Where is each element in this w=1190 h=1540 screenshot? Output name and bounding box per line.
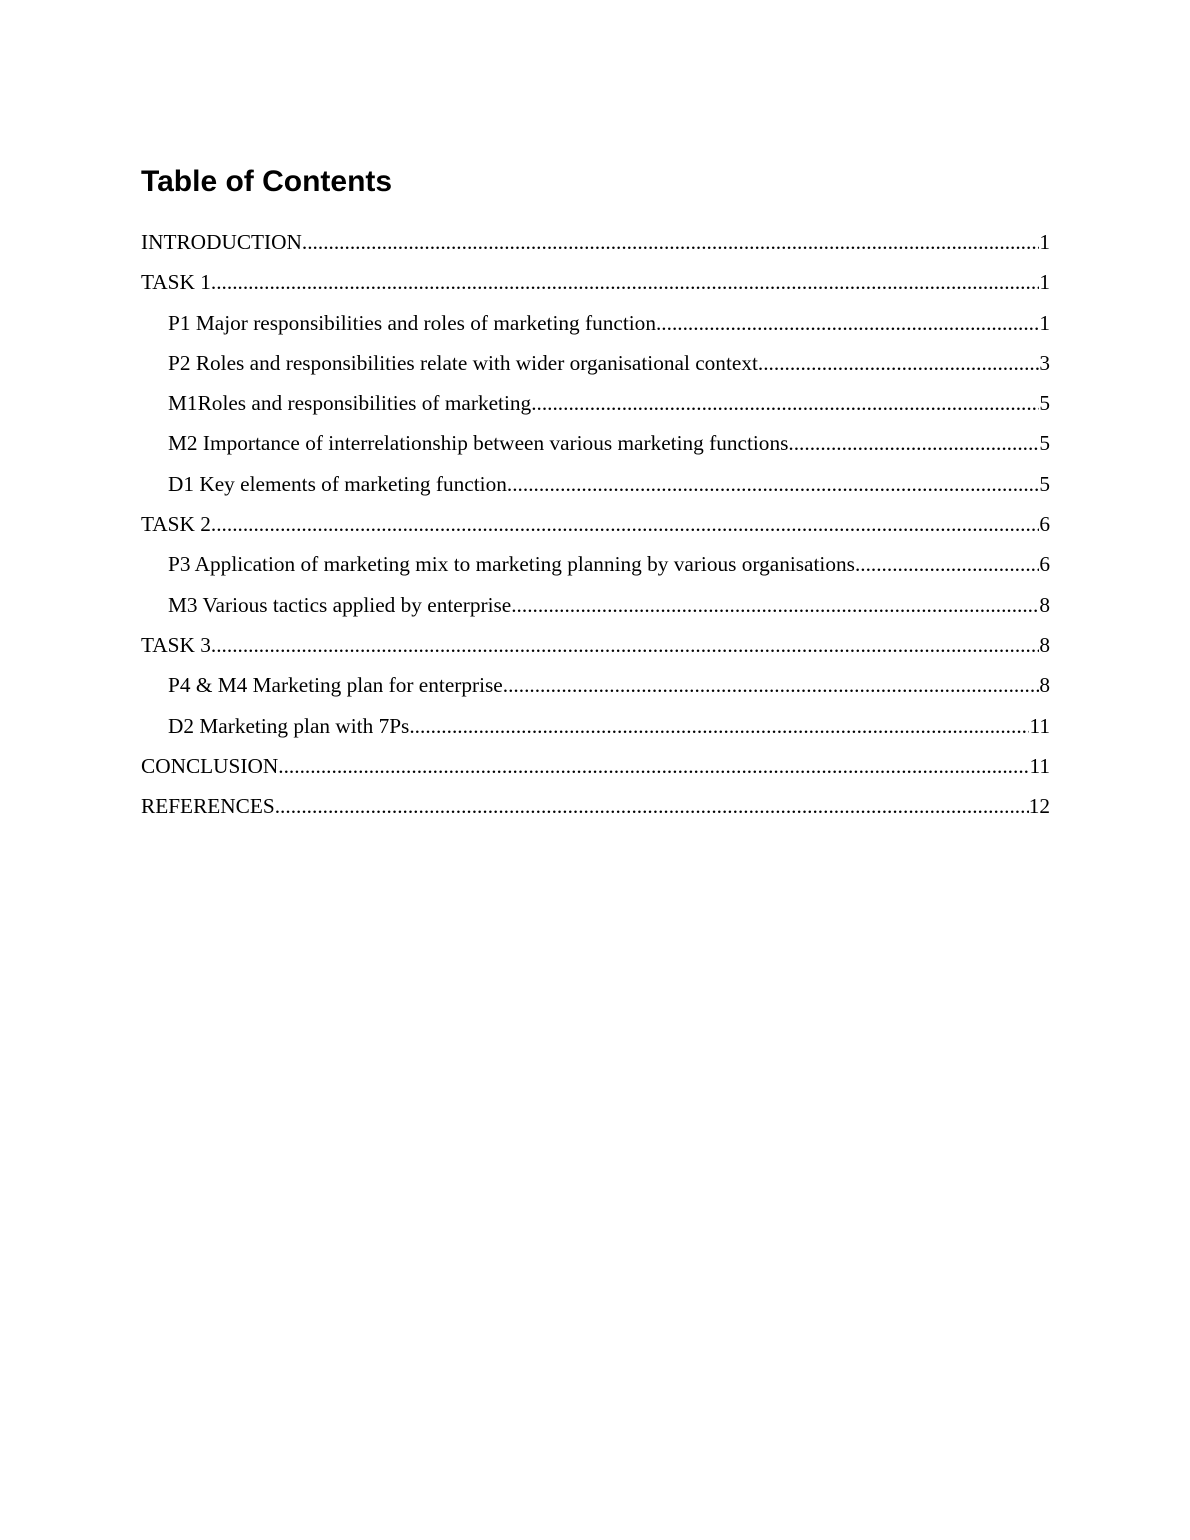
toc-entry-text: M3 Various tactics applied by enterprise — [168, 592, 512, 617]
toc-entry-introduction[interactable] — [141, 222, 1050, 262]
toc-dot-leader — [211, 625, 1039, 665]
toc-dot-leader — [855, 544, 1039, 584]
toc-dot-leader — [531, 383, 1039, 423]
toc-dot-leader — [503, 665, 1040, 705]
toc-entry-text: P3 Application of marketing mix to marketing planning by various organisations — [168, 552, 855, 577]
toc-entry-text: INTRODUCTION — [141, 230, 302, 254]
toc-entry-text: TASK 2 — [141, 512, 211, 537]
toc-entry-text: D2 Marketing plan with 7Ps — [168, 713, 410, 738]
toc-page-number: 5 — [1039, 471, 1050, 496]
toc-entry-text: P2 Roles and responsibilities relate with wider organisational context — [168, 350, 758, 375]
toc-entry-p3[interactable] — [141, 544, 1050, 584]
toc-entry-conclusion[interactable] — [141, 746, 1050, 786]
toc-page-number: 8 — [1039, 673, 1050, 698]
toc-page-number: 12 — [1028, 794, 1050, 819]
toc-entry-text: REFERENCES — [141, 794, 275, 819]
toc-entry-d1[interactable] — [141, 464, 1050, 504]
toc-page-number: 5 — [1039, 431, 1050, 456]
toc-dot-leader — [507, 464, 1039, 504]
toc-dot-leader — [275, 786, 1029, 826]
toc-page-number: 11 — [1029, 753, 1050, 778]
toc-entry-text: D1 Key elements of marketing function — [168, 471, 507, 496]
toc-entry-text: TASK 3 — [141, 632, 211, 657]
toc-page-number: 1 — [1039, 230, 1050, 254]
toc-dot-leader — [302, 222, 1039, 262]
toc-entry-references[interactable] — [141, 786, 1050, 826]
toc-entry-text: P4 & M4 Marketing plan for enterprise — [168, 673, 503, 698]
toc-entry-p2[interactable] — [141, 343, 1050, 383]
toc-entry-text: CONCLUSION — [141, 753, 279, 778]
toc-page-number: 1 — [1039, 310, 1050, 335]
toc-entry-p4-m4[interactable] — [141, 665, 1050, 705]
toc-entry-m1[interactable] — [141, 383, 1050, 423]
toc-list — [141, 222, 1050, 826]
toc-dot-leader — [758, 343, 1039, 383]
toc-entry-m3[interactable] — [141, 585, 1050, 625]
toc-entry-task-3[interactable] — [141, 625, 1050, 665]
toc-entry-text: M2 Importance of interrelationship between various marketing functions — [168, 431, 789, 456]
toc-entry-d2[interactable] — [141, 706, 1050, 746]
toc-page-number: 5 — [1039, 391, 1050, 416]
toc-dot-leader — [511, 585, 1039, 625]
toc-entry-task-1[interactable] — [141, 262, 1050, 302]
toc-page-number: 6 — [1039, 552, 1050, 577]
toc-dot-leader — [278, 746, 1029, 786]
toc-entry-m2[interactable] — [141, 423, 1050, 463]
toc-page-number: 3 — [1039, 350, 1050, 375]
toc-dot-leader — [788, 423, 1039, 463]
toc-entry-task-2[interactable] — [141, 504, 1050, 544]
toc-dot-leader — [409, 706, 1029, 746]
toc-entry-p1[interactable] — [141, 303, 1050, 343]
toc-page-number: 8 — [1039, 632, 1050, 657]
toc-entry-text: P1 Major responsibilities and roles of marketing function — [168, 310, 656, 335]
toc-entry-text: M1Roles and responsibilities of marketing — [168, 391, 532, 416]
toc-dot-leader — [656, 303, 1039, 343]
toc-page-number: 6 — [1039, 512, 1050, 537]
toc-dot-leader — [211, 262, 1039, 302]
toc-page-number: 11 — [1029, 713, 1050, 738]
toc-dot-leader — [211, 504, 1039, 544]
toc-page-number: 8 — [1039, 592, 1050, 617]
toc-entry-text: TASK 1 — [141, 270, 211, 295]
toc-title: Table of Contents — [141, 165, 393, 198]
toc-page-number: 1 — [1039, 270, 1050, 295]
